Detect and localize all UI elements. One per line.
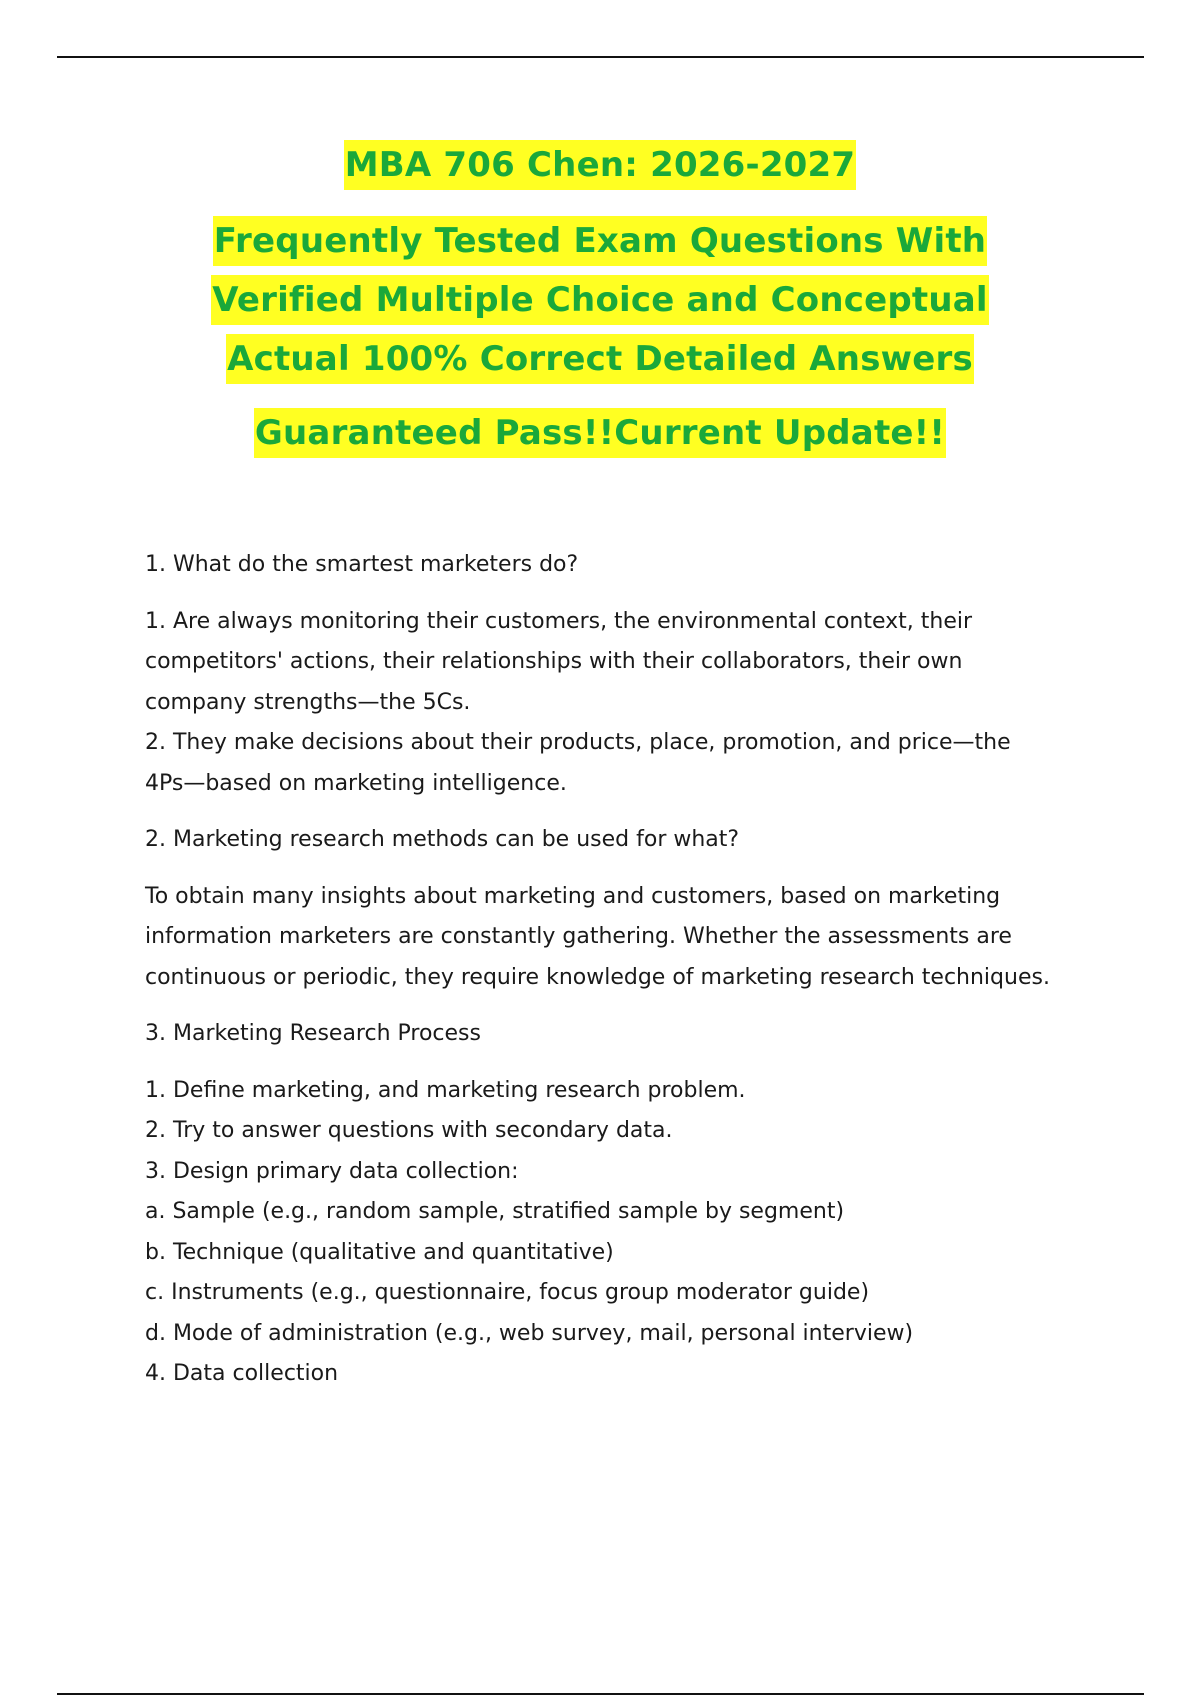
answer-line: continuous or periodic, they require knowledge of marketing research techniques. <box>145 964 1050 990</box>
subtitle-line: Frequently Tested Exam Questions With <box>213 216 987 266</box>
answer-line: 2. They make decisions about their products, place, promotion, and price—the <box>145 730 1011 755</box>
answer-line: a. Sample (e.g., random sample, stratified sample by segment) <box>145 1199 845 1224</box>
subtitle-line: Verified Multiple Choice and Conceptual <box>211 275 989 325</box>
document-title: MBA 706 Chen: 2026-2027 <box>344 140 857 190</box>
answer-2 <box>145 877 1105 999</box>
top-rule <box>57 56 1144 58</box>
answer-3 <box>145 1071 1105 1395</box>
answer-1 <box>145 602 1105 805</box>
answer-line: 3. Design primary data collection: <box>145 1158 519 1184</box>
answer-line: 1. Are always monitoring their customers, the environmental context, their <box>145 608 973 634</box>
question-text: 1. What do the smartest marketers do? <box>145 552 579 577</box>
qa-content <box>145 545 1105 1411</box>
question-1 <box>145 545 1105 586</box>
bottom-rule <box>57 1693 1144 1695</box>
answer-line: 4Ps—based on marketing intelligence. <box>145 770 567 796</box>
answer-line: To obtain many insights about marketing and customers, based on marketing <box>145 883 1001 909</box>
question-2 <box>145 820 1105 861</box>
question-text: 3. Marketing Research Process <box>145 1021 481 1046</box>
answer-line: d. Mode of administration (e.g., web survey, mail, personal interview) <box>145 1320 914 1346</box>
question-text: 2. Marketing research methods can be used for what? <box>145 827 740 852</box>
document-title-block <box>0 140 1200 458</box>
subtitle-line: Actual 100% Correct Detailed Answers <box>226 334 974 384</box>
answer-line: 2. Try to answer questions with secondary data. <box>145 1118 673 1143</box>
answer-line: 4. Data collection <box>145 1361 339 1386</box>
answer-line: competitors' actions, their relationships with their collaborators, their own <box>145 649 963 674</box>
answer-line: information marketers are constantly gathering. Whether the assessments are <box>145 924 1012 949</box>
subtitle-line: Guaranteed Pass!!Current Update!! <box>254 408 946 458</box>
answer-line: company strengths—the 5Cs. <box>145 689 471 715</box>
answer-line: b. Technique (qualitative and quantitative) <box>145 1239 614 1265</box>
answer-line: c. Instruments (e.g., questionnaire, focus group moderator guide) <box>145 1280 870 1305</box>
answer-line: 1. Define marketing, and marketing research problem. <box>145 1077 746 1103</box>
question-3 <box>145 1014 1105 1055</box>
